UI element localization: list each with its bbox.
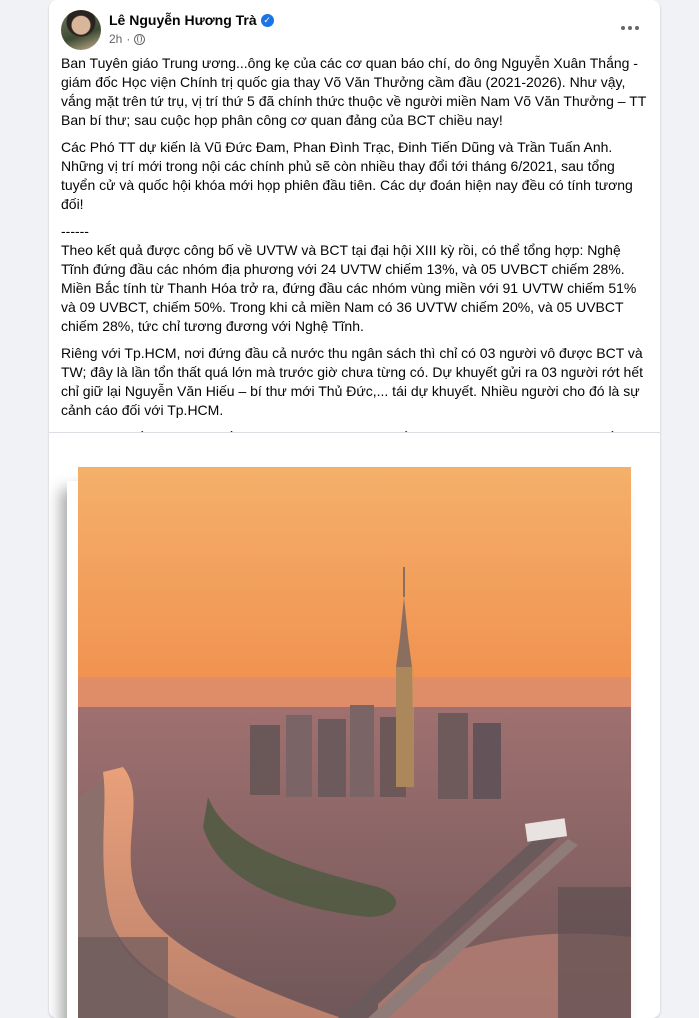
more-options-icon[interactable] xyxy=(612,14,648,42)
post-photo[interactable] xyxy=(49,433,660,1018)
city-skyline-photo xyxy=(78,467,631,1018)
post-separator: ------ xyxy=(61,223,89,239)
post-header xyxy=(49,0,660,54)
post-paragraph: Riêng với Tp.HCM, nơi đứng đầu cả nước thu ngân sách thì chỉ có 03 người vô được BCT và TW; đây là lần tổn thất quá lớn mà trước giờ chưa từng có. Dự khuyết gửi ra 03 người rớt hết chỉ giữ lại Nguyễn Văn Hiếu – bí thư mới Thủ Đức,... tái dự khuyết. Nhiều người cho đó là sự cảnh cáo đối với Tp.HCM. xyxy=(61,345,644,418)
post-paragraph: Ban Tuyên giáo Trung ương...ông kẹ của các cơ quan báo chí, do ông Nguyễn Xuân Thắng - giám đốc Học viện Chính trị quốc gia thay Võ Văn Thưởng cầm đầu (2021-2026). Như vậy, vắng mặt trên tứ trụ, vị trí thứ 5 đã chính thức thuộc về người miền Nam Võ Văn Thưởng – TT Ban bí thư; sau cuộc họp phân công cơ quan đảng của BCT chiều nay! xyxy=(61,55,647,128)
globe-icon[interactable] xyxy=(134,34,145,45)
post-card xyxy=(49,0,660,1018)
author-row xyxy=(109,12,274,28)
author-name[interactable]: Lê Nguyễn Hương Trà xyxy=(109,12,257,28)
avatar[interactable] xyxy=(61,10,101,50)
verified-badge-icon: ✓ xyxy=(261,14,274,27)
post-body xyxy=(61,54,651,493)
post-paragraph: Theo kết quả được công bố về UVTW và BCT tại đại hội XIII kỳ rồi, có thể tổng hợp: Nghệ Tĩnh đứng đầu các nhóm địa phương với 24 UVTW chiếm 13%, và 05 UVBCT chiếm 28%. Miền Bắc tính từ Thanh Hóa trở ra, đứng đầu các nhóm vùng miền với 91 UVTW chiếm 51% và 09 UVBCT, chiếm 50%. Trong khi cả miền Nam có 36 UVTW chiếm 20%, và 05 UVBCT chiếm 28%, tức chỉ tương đương với Nghệ Tĩnh. xyxy=(61,242,637,334)
post-meta: 2h · xyxy=(109,32,145,46)
post-timestamp[interactable]: 2h xyxy=(109,32,123,46)
post-paragraph: Các Phó TT dự kiến là Vũ Đức Đam, Phan Đình Trạc, Đinh Tiến Dũng và Trần Tuấn Anh. Những vị trí mới trong nội các chính phủ sẽ còn nhiều thay đổi tới tháng 6/2021, sau tổng tuyển cử và quốc hội khóa mới họp phiên đầu tiên. Các dự đoán hiện nay đều có tính tương đối! xyxy=(61,139,633,212)
